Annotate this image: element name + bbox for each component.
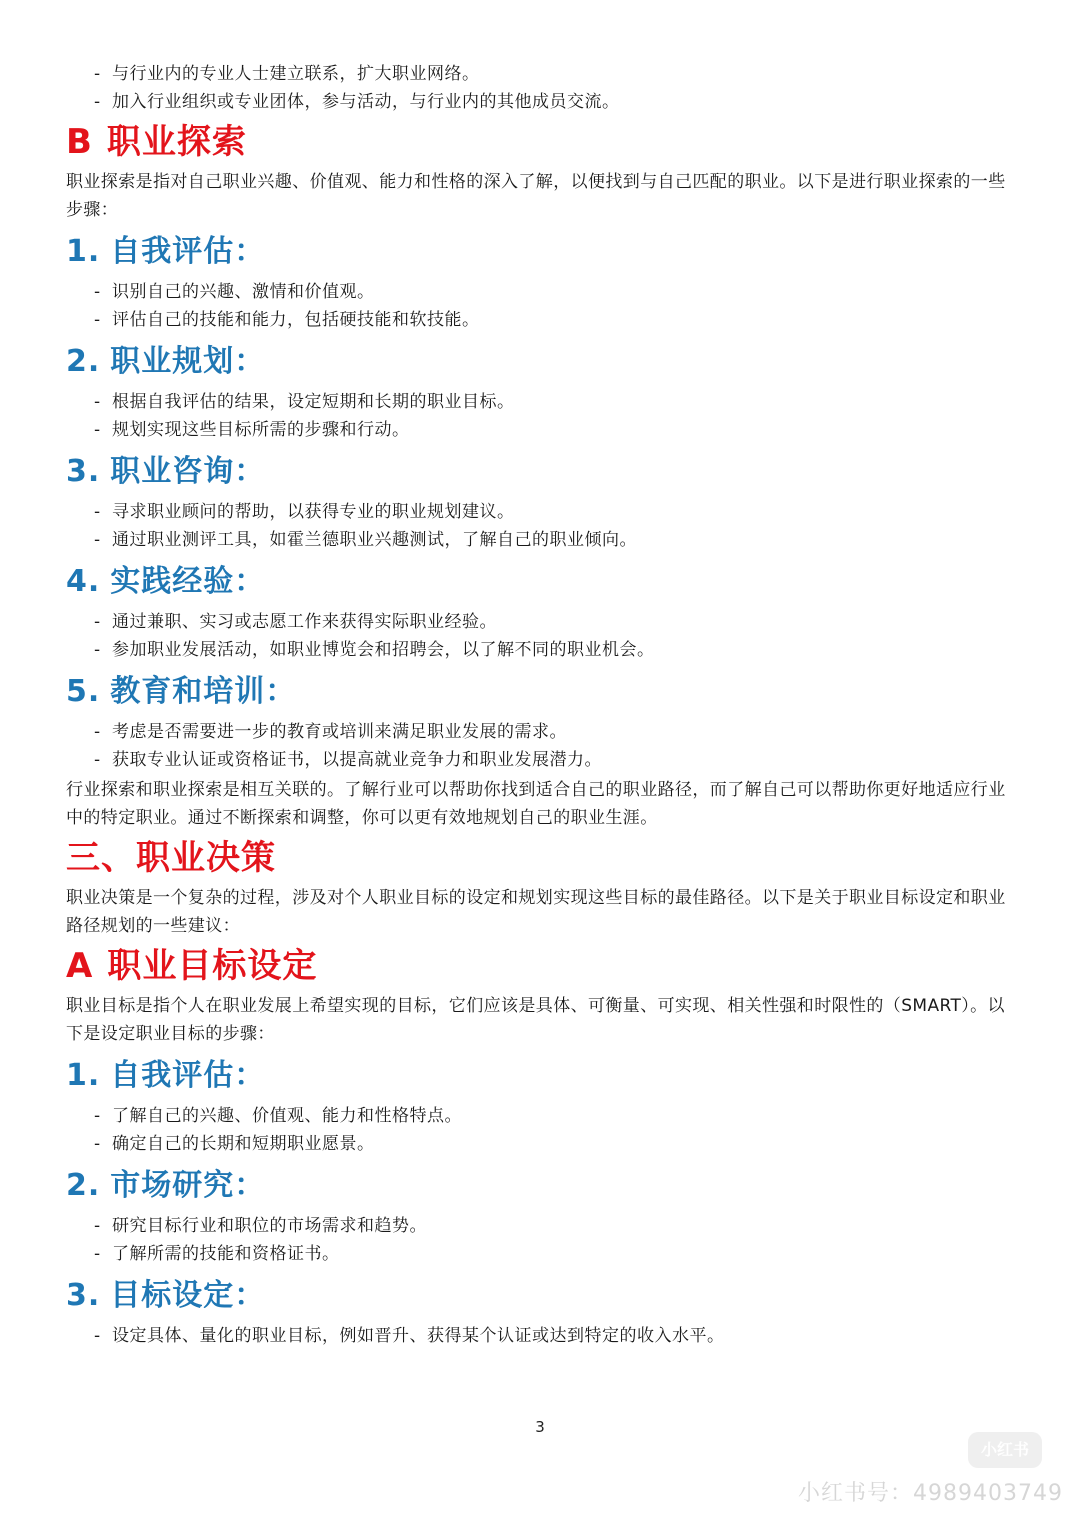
list-item: - 评估自己的技能和能力，包括硬技能和软技能。 bbox=[94, 310, 480, 330]
list-item: - 设定具体、量化的职业目标，例如晋升、获得某个认证或达到特定的收入水平。 bbox=[94, 1326, 725, 1346]
list-item: - 通过职业测评工具，如霍兰德职业兴趣测试，了解自己的职业倾向。 bbox=[94, 530, 637, 550]
step-heading: 3. 职业咨询： bbox=[66, 454, 266, 489]
step-heading: 1. 自我评估： bbox=[66, 234, 266, 269]
section-a-heading: A 职业目标设定 bbox=[66, 946, 318, 986]
step-bullet-list bbox=[66, 718, 1016, 774]
step-bullet-list bbox=[66, 278, 1016, 334]
list-item: - 加入行业组织或专业团体，参与活动，与行业内的其他成员交流。 bbox=[94, 92, 620, 112]
section-b-intro: 职业探索是指对自己职业兴趣、价值观、能力和性格的深入了解，以便找到与自己匹配的职业。以下是进行职业探索的一些步骤： bbox=[66, 172, 1006, 220]
section-b-summary: 行业探索和职业探索是相互关联的。了解行业可以帮助你找到适合自己的职业路径，而了解自己可以帮助你更好地适应行业中的特定职业。通过不断探索和调整，你可以更有效地规划自己的职业生涯。 bbox=[66, 780, 1006, 828]
list-item: - 识别自己的兴趣、激情和价值观。 bbox=[94, 282, 375, 302]
list-item: - 参加职业发展活动，如职业博览会和招聘会，以了解不同的职业机会。 bbox=[94, 640, 655, 660]
step-heading: 5. 教育和培训： bbox=[66, 674, 297, 709]
step-heading: 1. 自我评估： bbox=[66, 1058, 266, 1093]
list-item: - 根据自我评估的结果，设定短期和长期的职业目标。 bbox=[94, 392, 515, 412]
document-page bbox=[66, 60, 1016, 1350]
page-number: 3 bbox=[535, 1418, 545, 1436]
list-item: - 获取专业认证或资格证书，以提高就业竞争力和职业发展潜力。 bbox=[94, 750, 602, 770]
step-bullet-list bbox=[66, 388, 1016, 444]
section-3-heading: 三、职业决策 bbox=[66, 838, 276, 878]
list-item: - 考虑是否需要进一步的教育或培训来满足职业发展的需求。 bbox=[94, 722, 567, 742]
section-b-heading: B 职业探索 bbox=[66, 122, 247, 162]
step-heading: 2. 职业规划： bbox=[66, 344, 266, 379]
list-item: - 了解所需的技能和资格证书。 bbox=[94, 1244, 340, 1264]
list-item: - 规划实现这些目标所需的步骤和行动。 bbox=[94, 420, 410, 440]
list-item: - 了解自己的兴趣、价值观、能力和性格特点。 bbox=[94, 1106, 462, 1126]
step-bullet-list bbox=[66, 608, 1016, 664]
step-heading: 2. 市场研究： bbox=[66, 1168, 266, 1203]
list-item: - 研究目标行业和职位的市场需求和趋势。 bbox=[94, 1216, 427, 1236]
section-a-intro: 职业目标是指个人在职业发展上希望实现的目标，它们应该是具体、可衡量、可实现、相关性强和时限性的（SMART）。以下是设定职业目标的步骤： bbox=[66, 996, 1005, 1044]
list-item: - 确定自己的长期和短期职业愿景。 bbox=[94, 1134, 375, 1154]
xiaohongshu-logo: 小红书 bbox=[968, 1432, 1042, 1468]
step-bullet-list bbox=[66, 1212, 1016, 1268]
step-heading: 4. 实践经验： bbox=[66, 564, 266, 599]
step-bullet-list bbox=[66, 498, 1016, 554]
section-3-intro: 职业决策是一个复杂的过程，涉及对个人职业目标的设定和规划实现这些目标的最佳路径。以下是关于职业目标设定和职业路径规划的一些建议： bbox=[66, 888, 1006, 936]
watermark-text: 小红书号：4989403749 bbox=[798, 1481, 1063, 1506]
top-bullet-list bbox=[66, 60, 1016, 116]
list-item: - 通过兼职、实习或志愿工作来获得实际职业经验。 bbox=[94, 612, 497, 632]
list-item: - 与行业内的专业人士建立联系，扩大职业网络。 bbox=[94, 64, 480, 84]
step-heading: 3. 目标设定： bbox=[66, 1278, 266, 1313]
step-bullet-list bbox=[66, 1102, 1016, 1158]
list-item: - 寻求职业顾问的帮助，以获得专业的职业规划建议。 bbox=[94, 502, 515, 522]
step-bullet-list bbox=[66, 1322, 1016, 1350]
